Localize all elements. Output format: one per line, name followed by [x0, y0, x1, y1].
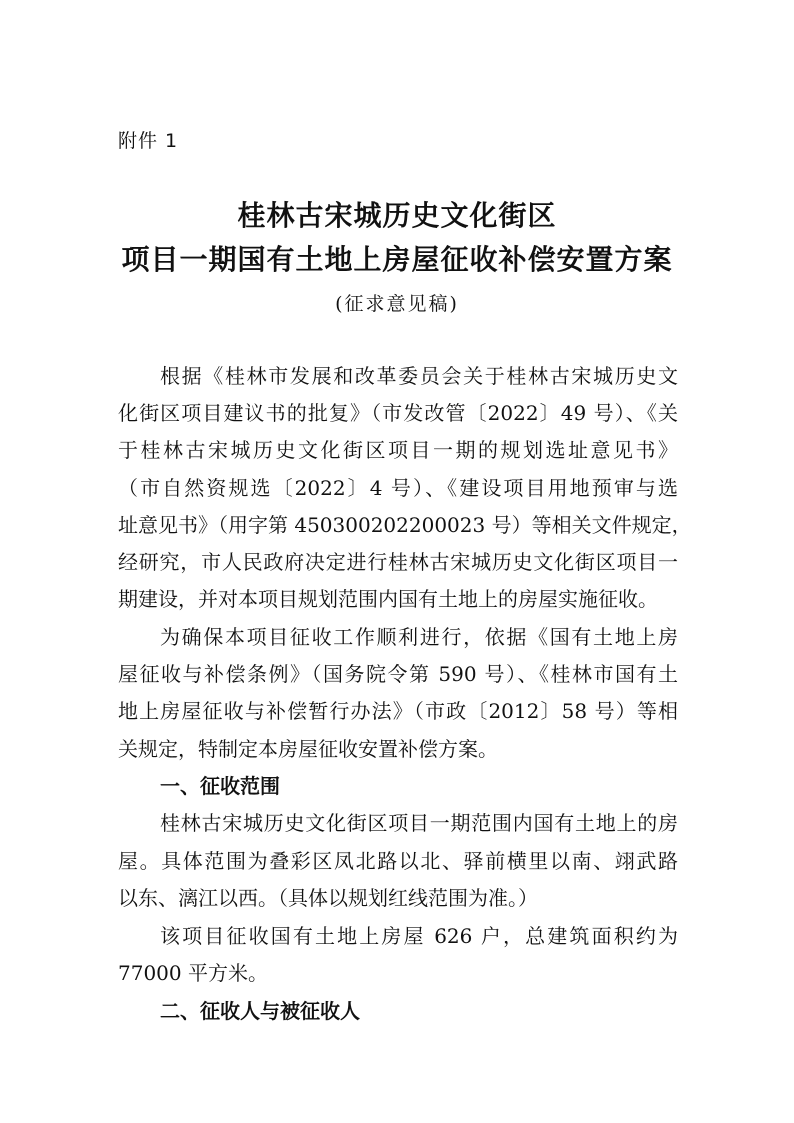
paragraph1-line: 经研究，市人民政府决定进行桂林古宋城历史文化街区项目一: [118, 550, 678, 574]
attachment-label: 附件 1: [118, 130, 179, 152]
document-subtitle: (征求意见稿): [335, 293, 459, 315]
document-title-line2: 项目一期国有土地上房屋征收补偿安置方案: [121, 243, 673, 276]
paragraph2-line: 地上房屋征收与补偿暂行办法》（市政〔2012〕58 号）等相: [118, 699, 678, 723]
paragraph2-line: 关规定，特制定本房屋征收安置补偿方案。: [118, 737, 498, 761]
section1-paragraph-line: 桂林古宋城历史文化街区项目一期范围内国有土地上的房: [160, 811, 678, 835]
section2-heading: 二、征收人与被征收人: [160, 999, 360, 1023]
section1-heading: 一、征收范围: [160, 774, 280, 798]
section1-paragraph-line: 屋。具体范围为叠彩区凤北路以北、驿前横里以南、翊武路: [118, 849, 678, 873]
paragraph1-line: 址意见书》（用字第 450300202200023 号）等相关文件规定，: [118, 513, 692, 537]
paragraph1-line: 于桂林古宋城历史文化街区项目一期的规划选址意见书》: [118, 438, 678, 462]
section1-paragraph-line: 该项目征收国有土地上房屋 626 户，总建筑面积约为: [160, 924, 678, 948]
section1-paragraph-line: 77000 平方米。: [118, 961, 268, 985]
paragraph1-line: 化街区项目建议书的批复》（市发改管〔2022〕49 号）、《关: [118, 401, 678, 425]
paragraph1-line: （市自然资规选〔2022〕4 号）、《建设项目用地预审与选: [118, 476, 678, 500]
paragraph1-line: 期建设，并对本项目规划范围内国有土地上的房屋实施征收。: [118, 587, 658, 611]
section1-paragraph-line: 以东、漓江以西。（具体以规划红线范围为准。）: [118, 886, 538, 910]
document-title-line1: 桂林古宋城历史文化街区: [237, 199, 557, 232]
paragraph2-line: 屋征收与补偿条例》（国务院令第 590 号）、《桂林市国有土: [118, 662, 678, 686]
paragraph1-line: 根据《桂林市发展和改革委员会关于桂林古宋城历史文: [160, 364, 678, 388]
paragraph2-line: 为确保本项目征收工作顺利进行，依据《国有土地上房: [160, 625, 678, 649]
